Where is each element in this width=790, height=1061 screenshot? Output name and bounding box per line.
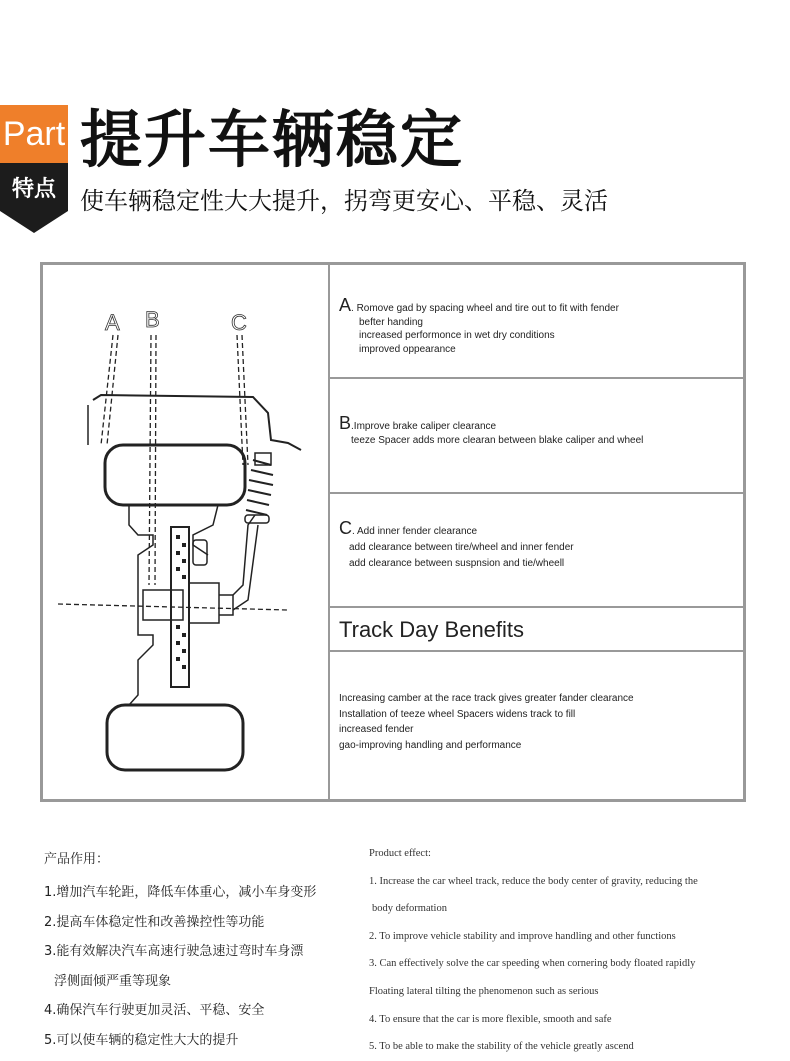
cn-item: 4.确保汽车行驶更加灵活、平稳、安全 — [44, 1003, 265, 1018]
cn-item: 2.提高车体稳定性和改善操控性等功能 — [44, 914, 265, 930]
cn-item: 3.能有效解决汽车高速行驶急速过弯时车身漂 — [44, 944, 304, 959]
panel-divider — [328, 265, 330, 799]
en-item: 5. To be able to make the stability of the vehicle greatly ascend — [369, 1041, 634, 1053]
row-divider — [330, 377, 743, 379]
label-a: A — [105, 310, 120, 335]
cell-track — [339, 691, 634, 753]
track-line2: Installation of teeze wheel Spacers widens track to fill — [339, 708, 576, 720]
en-item: 3. Can effectively solve the car speeding when cornering body floated rapidly — [369, 958, 696, 970]
row-divider — [330, 606, 743, 608]
cell-a-line2: befter handing — [359, 316, 423, 328]
cell-c-line2: add clearance between tire/wheel and inner fender — [349, 541, 574, 553]
badge-feature-label: 特点 — [0, 163, 68, 211]
cell-c-line1: . Add inner fender clearance — [352, 526, 478, 537]
en-effects-list — [369, 840, 698, 1061]
wheel-suspension-diagram — [43, 265, 328, 799]
row-divider — [330, 492, 743, 494]
spacer-diagram-panel — [40, 262, 746, 802]
page-subtitle: 使车辆稳定性大大提升，拐弯更安心、平稳、灵活 — [80, 187, 608, 215]
cell-b — [339, 413, 644, 447]
track-day-title: Track Day Benefits — [339, 617, 525, 642]
track-line1: Increasing camber at the race track gives greater fander clearance — [339, 693, 634, 704]
cell-b-line1: .Improve brake caliper clearance — [351, 421, 497, 432]
cell-a-line4: improved oppearance — [359, 343, 456, 355]
cn-item: 浮侧面倾严重等现象 — [54, 973, 172, 989]
label-c: C — [231, 310, 247, 335]
cell-c — [339, 518, 574, 571]
cn-effects-list — [44, 850, 316, 1055]
badge-arrow-tip — [0, 211, 68, 233]
en-item: Floating lateral tilting the phenomenon such as serious — [369, 985, 599, 997]
row-divider — [330, 650, 743, 652]
cn-item: 5.可以使车辆的稳定性大大的提升 — [44, 1032, 239, 1048]
cn-heading: 产品作用： — [44, 852, 110, 867]
cell-a-line1: . Romove gad by spacing wheel and tire out to fit with fender — [351, 303, 619, 314]
cell-c-letter: C — [339, 518, 352, 538]
en-item: 1. Increase the car wheel track, reduce the body center of gravity, reducing the — [369, 875, 698, 887]
en-heading: Product effect: — [369, 848, 431, 859]
en-item: 4. To ensure that the car is more flexible, smooth and safe — [369, 1013, 612, 1025]
cell-a — [339, 295, 619, 356]
en-item: body deformation — [372, 903, 447, 915]
part-badge — [0, 105, 68, 232]
cell-b-letter: B — [339, 413, 352, 433]
page-title: 提升车辆稳定 — [80, 103, 465, 176]
cell-c-line3: add clearance between suspnsion and tie/wheell — [349, 558, 565, 569]
track-line4: gao-improving handling and performance — [339, 739, 522, 751]
cell-b-line2: teeze Spacer adds more clearan between blake caliper and wheel — [351, 434, 644, 446]
cell-a-line3: increased performonce in wet dry conditions — [359, 330, 555, 341]
en-item: 2. To improve vehicle stability and improve handling and other functions — [369, 930, 676, 942]
cell-a-letter: A — [339, 295, 352, 315]
label-b: B — [145, 307, 160, 332]
badge-part-label: Part — [0, 105, 68, 163]
cn-item: 1.增加汽车轮距，降低车体重心，减小车身变形 — [44, 885, 317, 900]
track-line3: increased fender — [339, 724, 414, 735]
